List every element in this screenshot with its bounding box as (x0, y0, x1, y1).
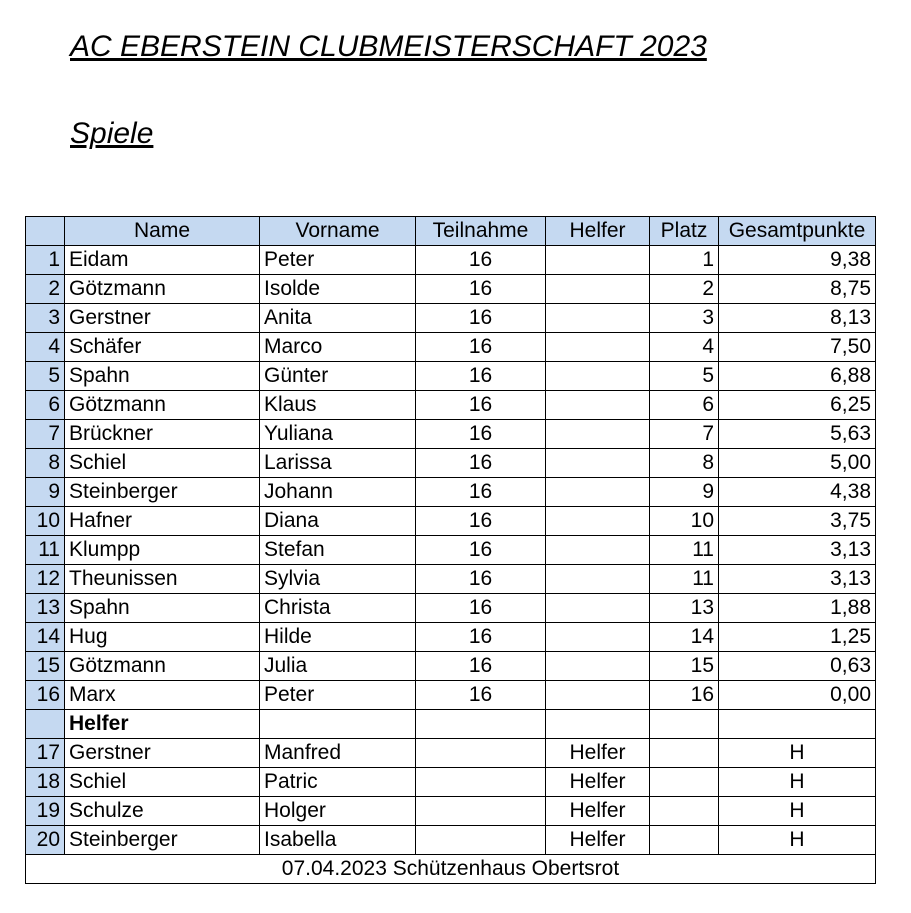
table-row (26, 623, 876, 652)
row-number: 15 (26, 652, 65, 681)
gesamtpunkte-cell: 1,25 (719, 623, 876, 652)
row-number: 6 (26, 391, 65, 420)
platz-cell: 9 (650, 478, 719, 507)
platz-cell: 6 (650, 391, 719, 420)
name-cell: Hug (65, 623, 260, 652)
name-cell: Götzmann (65, 652, 260, 681)
page-title: AC EBERSTEIN CLUBMEISTERSCHAFT 2023 (70, 30, 707, 63)
name-cell: Schulze (65, 797, 260, 826)
vorname-cell: Anita (260, 304, 416, 333)
name-cell: Schiel (65, 449, 260, 478)
helfer-cell (546, 536, 650, 565)
table-row (26, 826, 876, 855)
platz-cell: 8 (650, 449, 719, 478)
vorname-cell: Christa (260, 594, 416, 623)
table-row (26, 739, 876, 768)
vorname-cell: Günter (260, 362, 416, 391)
teilnahme-cell: 16 (416, 449, 546, 478)
vorname-cell: Klaus (260, 391, 416, 420)
platz-cell: 3 (650, 304, 719, 333)
helfer-cell: Helfer (546, 797, 650, 826)
teilnahme-cell: 16 (416, 333, 546, 362)
helfer-cell (546, 246, 650, 275)
row-number: 9 (26, 478, 65, 507)
teilnahme-cell: 16 (416, 536, 546, 565)
empty-cell (546, 710, 650, 739)
helfer-cell: Helfer (546, 739, 650, 768)
row-number: 19 (26, 797, 65, 826)
platz-cell: 14 (650, 623, 719, 652)
name-cell: Klumpp (65, 536, 260, 565)
vorname-cell: Sylvia (260, 565, 416, 594)
platz-cell: 11 (650, 536, 719, 565)
table-row (26, 304, 876, 333)
teilnahme-cell: 16 (416, 246, 546, 275)
helfer-cell (546, 275, 650, 304)
name-cell: Götzmann (65, 275, 260, 304)
vorname-cell: Peter (260, 681, 416, 710)
teilnahme-cell (416, 826, 546, 855)
gesamtpunkte-cell: 5,00 (719, 449, 876, 478)
page-subtitle: Spiele (70, 117, 154, 150)
row-number: 17 (26, 739, 65, 768)
name-cell: Schiel (65, 768, 260, 797)
teilnahme-cell: 16 (416, 362, 546, 391)
gesamtpunkte-cell: 4,38 (719, 478, 876, 507)
gesamtpunkte-cell: 3,75 (719, 507, 876, 536)
footer-row (26, 855, 876, 884)
platz-cell (650, 768, 719, 797)
row-number: 10 (26, 507, 65, 536)
platz-cell: 4 (650, 333, 719, 362)
helfer-cell: Helfer (546, 768, 650, 797)
name-cell: Spahn (65, 594, 260, 623)
gesamtpunkte-cell: 7,50 (719, 333, 876, 362)
teilnahme-cell (416, 768, 546, 797)
table-row (26, 246, 876, 275)
gesamtpunkte-cell: 6,25 (719, 391, 876, 420)
row-number: 13 (26, 594, 65, 623)
platz-cell: 13 (650, 594, 719, 623)
vorname-cell: Johann (260, 478, 416, 507)
table-row (26, 565, 876, 594)
helfer-cell (546, 333, 650, 362)
vorname-cell: Patric (260, 768, 416, 797)
vorname-cell: Peter (260, 246, 416, 275)
vorname-cell: Hilde (260, 623, 416, 652)
row-number: 20 (26, 826, 65, 855)
platz-cell: 1 (650, 246, 719, 275)
vorname-cell: Isolde (260, 275, 416, 304)
helfer-cell (546, 420, 650, 449)
helper-section-label: Helfer (65, 710, 260, 739)
table-row (26, 391, 876, 420)
platz-cell: 16 (650, 681, 719, 710)
vorname-cell: Holger (260, 797, 416, 826)
row-number: 4 (26, 333, 65, 362)
table-row (26, 768, 876, 797)
helper-section-row (26, 710, 876, 739)
gesamtpunkte-cell: 5,63 (719, 420, 876, 449)
platz-cell: 11 (650, 565, 719, 594)
helfer-cell (546, 594, 650, 623)
table-row (26, 507, 876, 536)
gesamtpunkte-cell: 3,13 (719, 565, 876, 594)
name-cell: Eidam (65, 246, 260, 275)
header-gesamtpunkte: Gesamtpunkte (719, 217, 876, 246)
gesamtpunkte-cell: H (719, 826, 876, 855)
row-number: 2 (26, 275, 65, 304)
results-table (25, 216, 876, 884)
platz-cell (650, 797, 719, 826)
teilnahme-cell: 16 (416, 478, 546, 507)
gesamtpunkte-cell: 1,88 (719, 594, 876, 623)
teilnahme-cell: 16 (416, 304, 546, 333)
empty-cell (719, 710, 876, 739)
header-platz: Platz (650, 217, 719, 246)
teilnahme-cell: 16 (416, 507, 546, 536)
helfer-cell (546, 507, 650, 536)
name-cell: Brückner (65, 420, 260, 449)
name-cell: Marx (65, 681, 260, 710)
gesamtpunkte-cell: H (719, 797, 876, 826)
gesamtpunkte-cell: 9,38 (719, 246, 876, 275)
vorname-cell: Diana (260, 507, 416, 536)
teilnahme-cell (416, 797, 546, 826)
table-row (26, 420, 876, 449)
table-row (26, 652, 876, 681)
gesamtpunkte-cell: 0,00 (719, 681, 876, 710)
teilnahme-cell: 16 (416, 391, 546, 420)
helfer-cell (546, 623, 650, 652)
table-row (26, 536, 876, 565)
helfer-cell: Helfer (546, 826, 650, 855)
helfer-cell (546, 304, 650, 333)
platz-cell: 15 (650, 652, 719, 681)
table-row (26, 449, 876, 478)
teilnahme-cell: 16 (416, 623, 546, 652)
helfer-cell (546, 449, 650, 478)
vorname-cell: Larissa (260, 449, 416, 478)
helfer-cell (546, 362, 650, 391)
footer-text: 07.04.2023 Schützenhaus Obertsrot (26, 855, 876, 884)
row-number: 16 (26, 681, 65, 710)
gesamtpunkte-cell: 0,63 (719, 652, 876, 681)
row-number (26, 710, 65, 739)
name-cell: Hafner (65, 507, 260, 536)
helfer-cell (546, 391, 650, 420)
vorname-cell: Julia (260, 652, 416, 681)
empty-cell (650, 710, 719, 739)
name-cell: Steinberger (65, 826, 260, 855)
gesamtpunkte-cell: H (719, 768, 876, 797)
gesamtpunkte-cell: H (719, 739, 876, 768)
table-row (26, 594, 876, 623)
row-number: 18 (26, 768, 65, 797)
players-body (26, 246, 876, 710)
teilnahme-cell: 16 (416, 275, 546, 304)
header-helfer: Helfer (546, 217, 650, 246)
gesamtpunkte-cell: 3,13 (719, 536, 876, 565)
helfer-cell (546, 565, 650, 594)
row-number: 7 (26, 420, 65, 449)
helfer-cell (546, 681, 650, 710)
platz-cell (650, 739, 719, 768)
row-number: 14 (26, 623, 65, 652)
vorname-cell: Manfred (260, 739, 416, 768)
table-row (26, 275, 876, 304)
teilnahme-cell: 16 (416, 565, 546, 594)
teilnahme-cell: 16 (416, 594, 546, 623)
vorname-cell: Marco (260, 333, 416, 362)
vorname-cell: Isabella (260, 826, 416, 855)
table-row (26, 797, 876, 826)
gesamtpunkte-cell: 8,13 (719, 304, 876, 333)
teilnahme-cell (416, 739, 546, 768)
header-vorname: Vorname (260, 217, 416, 246)
platz-cell: 5 (650, 362, 719, 391)
vorname-cell: Stefan (260, 536, 416, 565)
header-teilnahme: Teilnahme (416, 217, 546, 246)
platz-cell: 10 (650, 507, 719, 536)
row-number: 5 (26, 362, 65, 391)
table-row (26, 478, 876, 507)
empty-cell (416, 710, 546, 739)
row-number: 1 (26, 246, 65, 275)
name-cell: Steinberger (65, 478, 260, 507)
helfer-cell (546, 652, 650, 681)
row-number: 3 (26, 304, 65, 333)
header-name: Name (65, 217, 260, 246)
row-number: 8 (26, 449, 65, 478)
table-row (26, 681, 876, 710)
table-row (26, 333, 876, 362)
platz-cell: 7 (650, 420, 719, 449)
name-cell: Gerstner (65, 739, 260, 768)
helfer-cell (546, 478, 650, 507)
gesamtpunkte-cell: 8,75 (719, 275, 876, 304)
helpers-body (26, 739, 876, 855)
gesamtpunkte-cell: 6,88 (719, 362, 876, 391)
name-cell: Schäfer (65, 333, 260, 362)
name-cell: Spahn (65, 362, 260, 391)
row-number: 11 (26, 536, 65, 565)
platz-cell (650, 826, 719, 855)
name-cell: Gerstner (65, 304, 260, 333)
row-number: 12 (26, 565, 65, 594)
table-header-row (26, 217, 876, 246)
name-cell: Theunissen (65, 565, 260, 594)
vorname-cell: Yuliana (260, 420, 416, 449)
table-row (26, 362, 876, 391)
teilnahme-cell: 16 (416, 652, 546, 681)
teilnahme-cell: 16 (416, 681, 546, 710)
platz-cell: 2 (650, 275, 719, 304)
helper-section (26, 710, 876, 739)
name-cell: Götzmann (65, 391, 260, 420)
teilnahme-cell: 16 (416, 420, 546, 449)
header-nr (26, 217, 65, 246)
empty-cell (260, 710, 416, 739)
